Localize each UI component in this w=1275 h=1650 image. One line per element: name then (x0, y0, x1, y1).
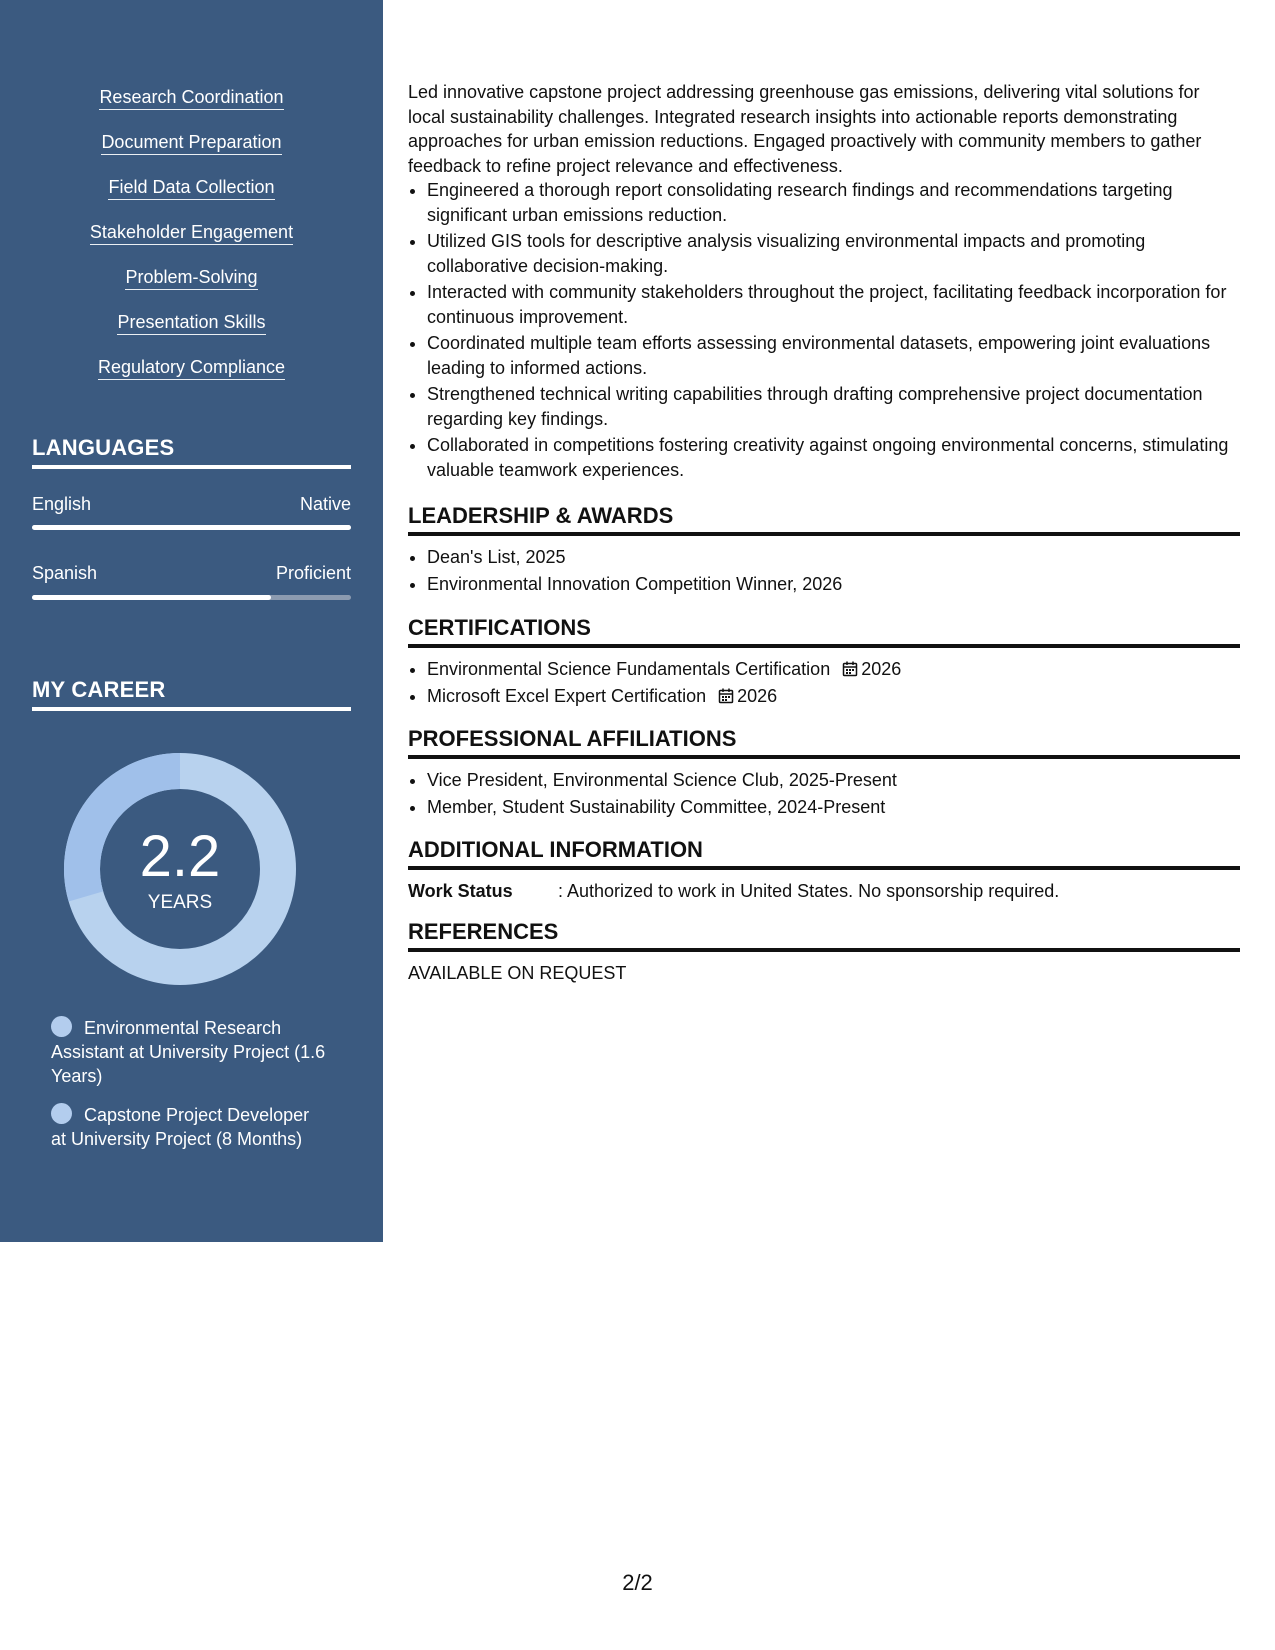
experience-bullet: • Coordinated multiple team efforts assessing environmental datasets, empowering joint evaluations leading to informed actions. (427, 331, 1240, 380)
certification-year: 2026 (861, 659, 902, 679)
experience-bullet: • Collaborated in competitions fostering creativity against ongoing environmental concerns, stimulating valuable teamwork experiences. (427, 433, 1240, 482)
language-bar-spanish (32, 595, 351, 600)
certification-item (427, 684, 1240, 709)
sidebar (0, 0, 383, 1242)
calendar-icon (842, 661, 858, 677)
skill-item: Presentation Skills (117, 311, 265, 335)
certifications-heading: CERTIFICATIONS (408, 615, 1240, 648)
career-item-text: Capstone Project Developer at University Project (8 Months) (51, 1105, 310, 1149)
language-level: Proficient (275, 563, 351, 583)
career-total-years: 2.2 (139, 824, 221, 889)
certification-item (427, 657, 1240, 682)
career-dot-icon (51, 1103, 72, 1124)
certification-year: 2026 (737, 685, 778, 706)
experience-bullet: • Strengthened technical writing capabilities through drafting comprehensive project documentation regarding key findings. (427, 382, 1240, 431)
language-row-english (32, 494, 351, 515)
skill-item: Problem-Solving (125, 266, 257, 290)
language-level: Native (299, 494, 351, 514)
work-status-row (408, 879, 1240, 904)
languages-heading: LANGUAGES (32, 435, 351, 469)
experience-bullets (408, 178, 1240, 482)
affiliation-item: • Member, Student Sustainability Committee, 2024-Present (427, 795, 1240, 820)
skills-list (0, 86, 383, 401)
skill-item: Regulatory Compliance (98, 356, 285, 380)
work-status-label: Work Status (408, 881, 513, 901)
experience-summary: Led innovative capstone project addressing greenhouse gas emissions, delivering vital solutions for local sustainability challenges. Integrated research insights into actionable reports demonstrating approaches for urban emission reductions. Engaged proactively with community members to gather feedback to refine project relevance and effectiveness. (408, 82, 1202, 176)
leadership-heading: LEADERSHIP & AWARDS (408, 503, 1240, 536)
leadership-item: • Dean's List, 2025 (427, 545, 1240, 570)
page-number: 2/2 (622, 1570, 653, 1595)
skill-item: Stakeholder Engagement (90, 221, 293, 245)
career-item (51, 1103, 326, 1151)
references-heading: REFERENCES (408, 919, 1240, 952)
career-heading: MY CAREER (32, 677, 351, 711)
experience-bullet: • Interacted with community stakeholders throughout the project, facilitating feedback incorporation for continuous improvement. (427, 280, 1240, 329)
additional-info-heading: ADDITIONAL INFORMATION (408, 837, 1240, 870)
language-bar-fill (32, 525, 351, 530)
skill-item: Research Coordination (99, 86, 283, 110)
language-bar-english (32, 525, 351, 530)
language-row-spanish (32, 563, 351, 584)
work-status-value: : Authorized to work in United States. No sponsorship required. (558, 881, 1060, 901)
skill-item: Document Preparation (101, 131, 281, 155)
references-text: AVAILABLE ON REQUEST (408, 963, 627, 983)
skill-item: Field Data Collection (108, 176, 274, 200)
affiliation-item: • Vice President, Environmental Science Club, 2025-Present (427, 768, 1240, 793)
language-bar-fill (32, 595, 271, 600)
career-dot-icon (51, 1016, 72, 1037)
experience-bullet: • Utilized GIS tools for descriptive analysis visualizing environmental impacts and promoting collaborative decision-making. (427, 229, 1240, 278)
career-item (51, 1016, 326, 1088)
affiliations-heading: PROFESSIONAL AFFILIATIONS (408, 726, 1240, 759)
certification-name: Environmental Science Fundamentals Certification (427, 659, 831, 679)
leadership-section (408, 545, 1240, 598)
affiliations-section (408, 768, 1240, 821)
experience-bullet: • Engineered a thorough report consolidating research findings and recommendations targeting significant urban emissions reduction. (427, 178, 1240, 227)
certification-name: Microsoft Excel Expert Certification (427, 685, 707, 706)
language-name: English (32, 494, 92, 514)
certifications-section (408, 657, 1240, 710)
career-years-label: YEARS (147, 892, 213, 913)
leadership-item: • Environmental Innovation Competition Winner, 2026 (427, 572, 1240, 597)
calendar-icon (718, 688, 734, 704)
career-item-text: Environmental Research Assistant at University Project (1.6 Years) (51, 1018, 326, 1086)
experience-block (408, 80, 1240, 484)
language-name: Spanish (32, 563, 98, 583)
